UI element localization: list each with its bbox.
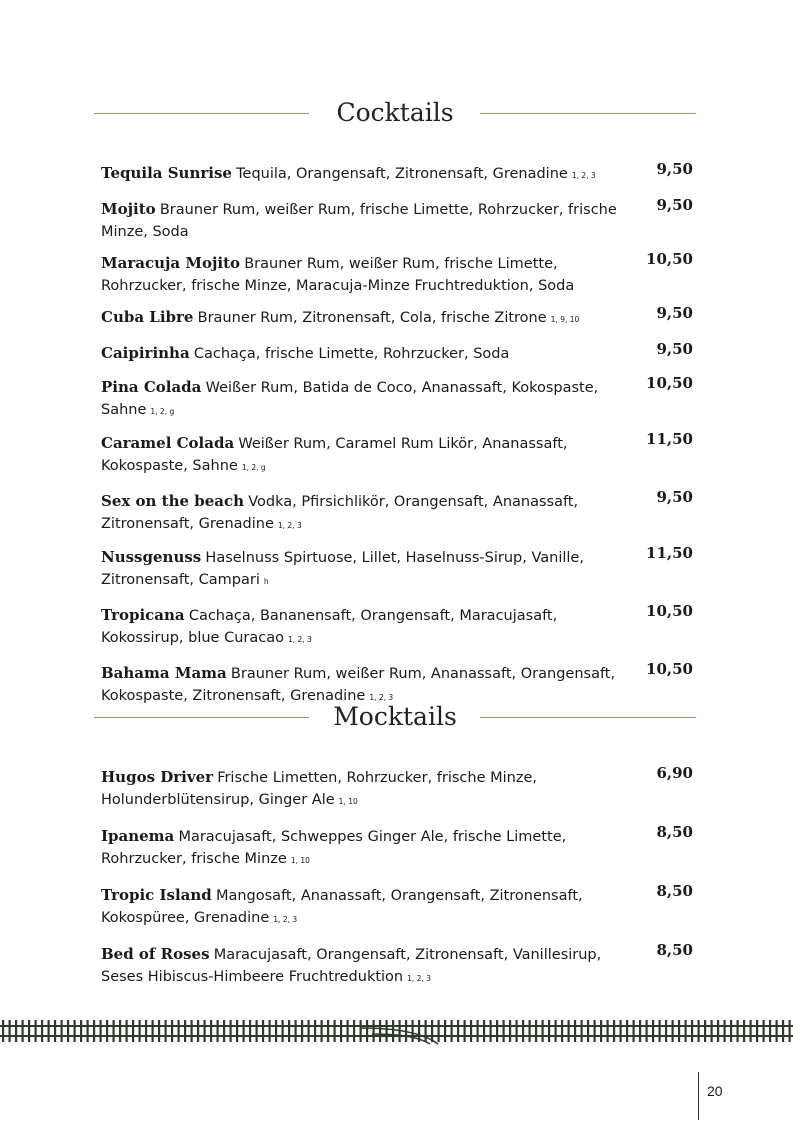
track-sleeper [230, 1020, 232, 1042]
track-sleeper [691, 1020, 693, 1042]
menu-item [101, 162, 693, 187]
track-sleeper [171, 1020, 173, 1042]
item-name: Caipirinha [101, 344, 190, 362]
track-sleeper [724, 1020, 726, 1042]
menu-item [101, 252, 693, 297]
menu-item [101, 306, 693, 331]
track-sleeper [61, 1020, 63, 1042]
track-sleeper [639, 1020, 641, 1042]
track-sleeper [555, 1020, 557, 1042]
track-sleeper [184, 1020, 186, 1042]
item-price: 10,50 [646, 660, 693, 678]
track-sleeper [717, 1020, 719, 1042]
mocktail-list [101, 766, 693, 1000]
item-description: Brauner Rum, weißer Rum, frische Limette, Rohrzucker, frische Minze, Maracuja-Minze Fruchtreduktion, Soda [101, 256, 575, 294]
menu-item [101, 825, 693, 872]
item-allergens: 1, 2, 3 [277, 521, 302, 530]
track-sleeper [373, 1020, 375, 1042]
track-sleeper [483, 1020, 485, 1042]
item-description: Brauner Rum, Zitronensaft, Cola, frische Zitrone [197, 310, 547, 326]
item-price: 11,50 [646, 430, 693, 448]
track-sleeper [477, 1020, 479, 1042]
track-sleeper [425, 1020, 427, 1042]
track-sleeper [340, 1020, 342, 1042]
track-sleeper [711, 1020, 713, 1042]
track-sleeper [74, 1020, 76, 1042]
track-sleeper [158, 1020, 160, 1042]
item-name: Tequila Sunrise [101, 164, 232, 182]
track-sleeper [594, 1020, 596, 1042]
track-sleeper [444, 1020, 446, 1042]
item-price: 9,50 [656, 340, 693, 358]
track-sleeper [451, 1020, 453, 1042]
item-allergens: 1, 9, 10 [550, 315, 580, 324]
track-sleeper [360, 1020, 362, 1042]
track-sleeper [139, 1020, 141, 1042]
menu-item [101, 490, 693, 537]
track-sleeper [41, 1020, 43, 1042]
track-sleeper [548, 1020, 550, 1042]
track-sleeper [574, 1020, 576, 1042]
track-sleeper [301, 1020, 303, 1042]
track-sleeper [243, 1020, 245, 1042]
item-price: 10,50 [646, 602, 693, 620]
track-sleeper [412, 1020, 414, 1042]
cocktails-header [94, 93, 696, 133]
track-sleeper [386, 1020, 388, 1042]
track-sleeper [308, 1020, 310, 1042]
item-name: Bahama Mama [101, 664, 227, 682]
track-sleeper [236, 1020, 238, 1042]
track-sleeper [379, 1020, 381, 1042]
track-sleeper [750, 1020, 752, 1042]
track-sleeper [321, 1020, 323, 1042]
item-name: Bed of Roses [101, 945, 210, 963]
track-sleeper [756, 1020, 758, 1042]
menu-item [101, 884, 693, 931]
item-name: Tropicana [101, 606, 185, 624]
track-sleeper [249, 1020, 251, 1042]
page-number: 20 [698, 1072, 723, 1120]
track-sleeper [217, 1020, 219, 1042]
item-price: 9,50 [656, 304, 693, 322]
track-sleeper [743, 1020, 745, 1042]
track-sleeper [522, 1020, 524, 1042]
track-sleeper [470, 1020, 472, 1042]
item-allergens: 1, 2, 3 [287, 635, 312, 644]
track-sleeper [93, 1020, 95, 1042]
track-sleeper [769, 1020, 771, 1042]
track-sleeper [275, 1020, 277, 1042]
item-name: Tropic Island [101, 886, 212, 904]
menu-item [101, 604, 693, 651]
track-sleeper [392, 1020, 394, 1042]
item-price: 9,50 [656, 160, 693, 178]
track-sleeper [132, 1020, 134, 1042]
item-description: Tequila, Orangensaft, Zitronensaft, Grenadine [236, 166, 568, 182]
item-price: 10,50 [646, 250, 693, 268]
track-sleeper [685, 1020, 687, 1042]
item-name: Sex on the beach [101, 492, 245, 510]
track-sleeper [347, 1020, 349, 1042]
track-sleeper [9, 1020, 11, 1042]
item-description: Mangosaft, Ananassaft, Orangensaft, Zitronensaft, Kokospüree, Grenadine [101, 888, 583, 926]
track-sleeper [464, 1020, 466, 1042]
railway-track-decoration [0, 1014, 793, 1048]
track-sleeper [496, 1020, 498, 1042]
track-sleeper [581, 1020, 583, 1042]
track-sleeper [48, 1020, 50, 1042]
track-sleeper [256, 1020, 258, 1042]
track-sleeper [431, 1020, 433, 1042]
menu-item [101, 198, 693, 243]
track-sleeper [353, 1020, 355, 1042]
track-sleeper [652, 1020, 654, 1042]
item-description: Haselnuss Spirtuose, Lillet, Haselnuss-Sirup, Vanille, Zitronensaft, Campari [101, 550, 584, 588]
track-sleeper [438, 1020, 440, 1042]
track-sleeper [763, 1020, 765, 1042]
item-name: Nussgenuss [101, 548, 202, 566]
item-price: 6,90 [656, 764, 693, 782]
track-sleeper [789, 1020, 791, 1042]
track-sleeper [262, 1020, 264, 1042]
item-name: Maracuja Mojito [101, 254, 241, 272]
cocktail-list [101, 162, 693, 719]
item-allergens: h [263, 577, 269, 586]
track-sleeper [197, 1020, 199, 1042]
item-description: Weißer Rum, Caramel Rum Likör, Ananassaft, Kokospaste, Sahne [101, 436, 568, 474]
item-allergens: 1, 2, 3 [369, 693, 394, 702]
track-sleeper [607, 1020, 609, 1042]
item-price: 8,50 [656, 882, 693, 900]
item-name: Cuba Libre [101, 308, 194, 326]
track-sleeper [80, 1020, 82, 1042]
track-sleeper [672, 1020, 674, 1042]
item-description: Maracujasaft, Orangensaft, Zitronensaft, Vanillesirup, Seses Hibiscus-Himbeere Fruchtreduktion [101, 947, 602, 985]
item-price: 9,50 [656, 488, 693, 506]
track-sleeper [113, 1020, 115, 1042]
track-sleeper [561, 1020, 563, 1042]
track-sleeper [503, 1020, 505, 1042]
track-sleeper [613, 1020, 615, 1042]
item-allergens: 1, 2, g [241, 463, 266, 472]
track-sleeper [54, 1020, 56, 1042]
item-price: 8,50 [656, 823, 693, 841]
track-sleeper [295, 1020, 297, 1042]
item-price: 10,50 [646, 374, 693, 392]
track-sleeper [28, 1020, 30, 1042]
track-sleeper [145, 1020, 147, 1042]
item-price: 8,50 [656, 941, 693, 959]
track-sleeper [490, 1020, 492, 1042]
track-sleeper [366, 1020, 368, 1042]
item-allergens: 1, 2, 3 [407, 974, 431, 983]
track-sleeper [646, 1020, 648, 1042]
track-sleeper [100, 1020, 102, 1042]
track-sleeper [35, 1020, 37, 1042]
track-sleeper [457, 1020, 459, 1042]
menu-item [101, 943, 693, 990]
item-description: Cachaça, Bananensaft, Orangensaft, Maracujasaft, Kokossirup, blue Curacao [101, 608, 558, 646]
track-sleeper [737, 1020, 739, 1042]
item-description: Vodka, Pfirsichlikör, Orangensaft, Ananassaft, Zitronensaft, Grenadine [101, 494, 579, 532]
item-allergens: 1, 10 [338, 797, 358, 806]
cocktails-title: Cocktails [336, 98, 454, 127]
track-sleeper [776, 1020, 778, 1042]
header-rule-right [480, 717, 696, 718]
track-sleeper [529, 1020, 531, 1042]
item-allergens: 1, 2, g [150, 407, 175, 416]
track-sleeper [568, 1020, 570, 1042]
track-sleeper [704, 1020, 706, 1042]
header-rule-right [480, 113, 696, 114]
mocktails-title: Mocktails [333, 702, 457, 731]
item-name: Ipanema [101, 827, 175, 845]
track-sleeper [210, 1020, 212, 1042]
track-sleeper [620, 1020, 622, 1042]
item-allergens: 1, 10 [290, 856, 310, 865]
item-allergens: 1, 2, 3 [571, 171, 596, 180]
item-description: Frische Limetten, Rohrzucker, frische Minze, Holunderblütensirup, Ginger Ale [101, 770, 537, 808]
menu-item [101, 546, 693, 593]
track-sleeper [152, 1020, 154, 1042]
item-name: Caramel Colada [101, 434, 235, 452]
menu-item [101, 376, 693, 423]
track-sleeper [782, 1020, 784, 1042]
item-description: Brauner Rum, weißer Rum, frische Limette, Rohrzucker, frische Minze, Soda [101, 202, 617, 240]
track-sleeper [509, 1020, 511, 1042]
track-sleeper [665, 1020, 667, 1042]
track-sleeper [126, 1020, 128, 1042]
track-sleeper [87, 1020, 89, 1042]
track-sleeper [282, 1020, 284, 1042]
menu-item [101, 766, 693, 813]
item-allergens: 1, 2, 3 [273, 915, 298, 924]
item-name: Mojito [101, 200, 156, 218]
track-sleeper [288, 1020, 290, 1042]
track-sleeper [659, 1020, 661, 1042]
mocktails-header [94, 697, 696, 737]
menu-item [101, 432, 693, 479]
track-sleeper [2, 1020, 4, 1042]
item-description: Weißer Rum, Batida de Coco, Ananassaft, Kokospaste, Sahne [101, 380, 599, 418]
track-sleeper [516, 1020, 518, 1042]
track-sleeper [587, 1020, 589, 1042]
track-sleeper [542, 1020, 544, 1042]
track-sleeper [67, 1020, 69, 1042]
track-sleeper [269, 1020, 271, 1042]
track-sleeper [22, 1020, 24, 1042]
item-price: 9,50 [656, 196, 693, 214]
track-sleeper [633, 1020, 635, 1042]
track-sleeper [15, 1020, 17, 1042]
track-sleeper [327, 1020, 329, 1042]
track-sleeper [600, 1020, 602, 1042]
track-sleeper [106, 1020, 108, 1042]
track-sleeper [204, 1020, 206, 1042]
track-sleeper [178, 1020, 180, 1042]
track-sleeper [535, 1020, 537, 1042]
track-sleeper [626, 1020, 628, 1042]
track-sleeper [119, 1020, 121, 1042]
track-sleeper [223, 1020, 225, 1042]
track-sleeper [165, 1020, 167, 1042]
item-description: Cachaça, frische Limette, Rohrzucker, Soda [193, 346, 510, 362]
track-sleeper [730, 1020, 732, 1042]
track-sleeper [334, 1020, 336, 1042]
track-sleeper [191, 1020, 193, 1042]
item-price: 11,50 [646, 544, 693, 562]
item-name: Hugos Driver [101, 768, 214, 786]
item-description: Maracujasaft, Schweppes Ginger Ale, frische Limette, Rohrzucker, frische Minze [101, 829, 567, 867]
track-sleeper [314, 1020, 316, 1042]
menu-item [101, 342, 693, 365]
item-description: Brauner Rum, weißer Rum, Ananassaft, Orangensaft, Kokospaste, Zitronensaft, Grenadine [101, 666, 616, 704]
item-name: Pina Colada [101, 378, 202, 396]
track-sleeper [678, 1020, 680, 1042]
track-sleeper [698, 1020, 700, 1042]
